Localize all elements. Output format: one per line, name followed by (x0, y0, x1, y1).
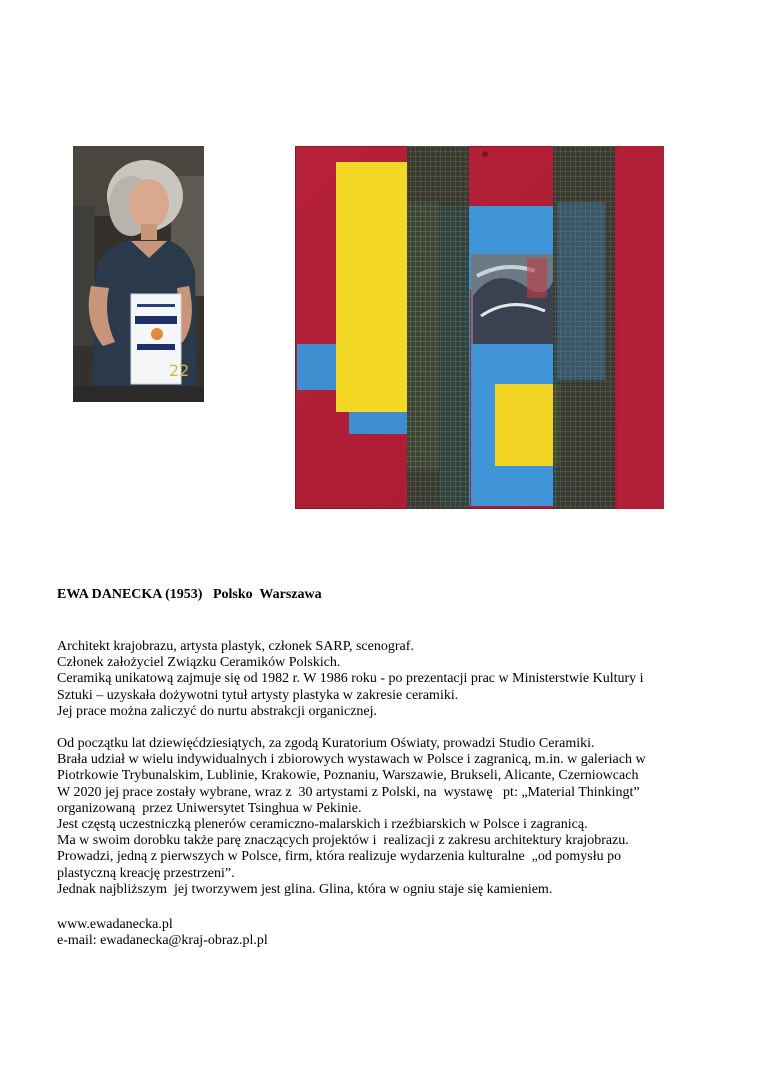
artwork-illustration (295, 146, 664, 509)
paragraph1-line: Sztuki – uzyskała dożywotni tytuł artysty plastyka w zakresie ceramiki. (57, 687, 459, 703)
paragraph2-line: Prowadzi, jedną z pierwszych w Polsce, firm, która realizuje wydarzenia kulturalne „od pomysłu po (57, 849, 622, 865)
artwork-image (295, 146, 664, 509)
website-link[interactable]: www.ewadanecka.pl (57, 917, 173, 932)
paragraph1-line: Architekt krajobrazu, artysta plastyk, członek SARP, scenograf. (57, 639, 414, 654)
biography (57, 639, 737, 898)
paragraph2-line: organizowaną przez Uniwersytet Tsinghua w Pekinie. (57, 800, 362, 816)
paragraph1-line: Ceramiką unikatową zajmuje się od 1982 r. W 1986 roku - po prezentacji prac w Ministerstwie Kultury i (57, 671, 644, 687)
artist-photo-illustration (73, 146, 204, 402)
paragraph2-line: Piotrkowie Trybunalskim, Lublinie, Krakowie, Poznaniu, Warszawie, Brukseli, Alicante, Czerniowcach (57, 768, 639, 784)
artist-photo (73, 146, 204, 402)
email-link[interactable]: e-mail: ewadanecka@kraj-obraz.pl.pl (57, 933, 268, 949)
svg-text:22: 22 (169, 361, 190, 380)
paragraph1-line: Jej prace można zaliczyć do nurtu abstrakcji organicznej. (57, 703, 378, 719)
paragraph2-line: Jednak najbliższym jej tworzywem jest glina. Glina, która w ogniu staje się kamieniem. (57, 881, 553, 897)
paragraph2-line: Brała udział w wielu indywidualnych i zbiorowych wystawach w Polsce i zagranicą, m.in. w galeriach w (57, 752, 646, 768)
paragraph2-line: W 2020 jej prace zostały wybrane, wraz z 30 artystami z Polski, na wystawę pt: „Material Thinkingt” (57, 784, 640, 800)
paragraph2-line: Od początku lat dziewięćdziesiątych, za zgodą Kuratorium Oświaty, prowadzi Studio Ceramiki. (57, 736, 595, 752)
paragraph2-line: Jest częstą uczestniczką plenerów ceramiczno-malarskich i rzeźbiarskich w Polsce i zagranicą. (57, 817, 588, 833)
artist-heading: EWA DANECKA (1953) Polsko Warszawa (57, 587, 322, 602)
paragraph-gap (57, 720, 737, 736)
paragraph2-line: Ma w swoim dorobku także parę znaczących projektów i realizacji z zakresu architektury krajobrazu. (57, 833, 629, 849)
paragraph1-line: Członek założyciel Związku Ceramików Polskich. (57, 655, 341, 671)
contact-block (57, 917, 268, 949)
paragraph2-line: plastyczną kreację przestrzeni”. (57, 865, 235, 881)
